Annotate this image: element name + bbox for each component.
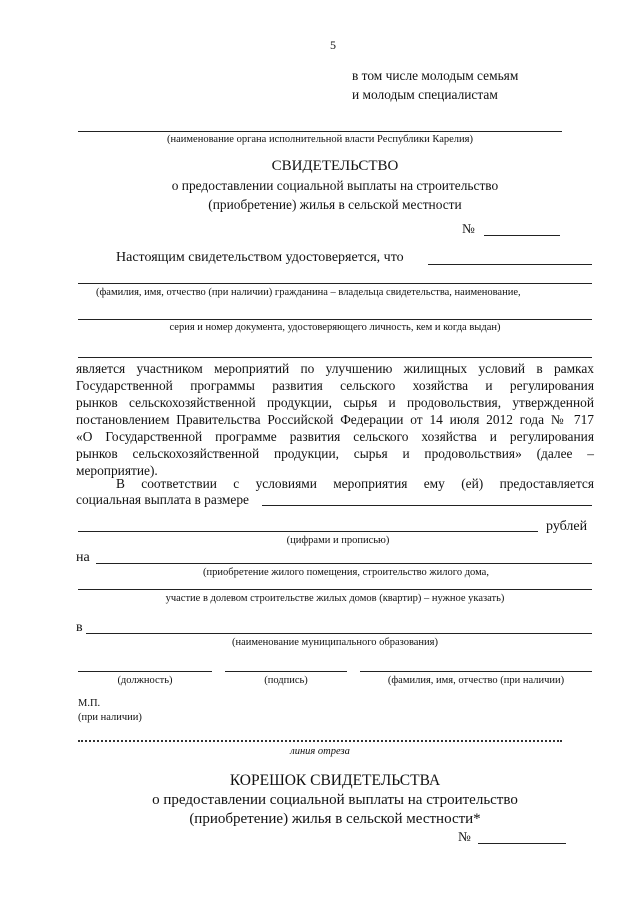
rubles-label: рублей	[546, 519, 588, 534]
holder-caption-2: серия и номер документа, удостоверяющего личность, кем и когда выдан)	[169, 322, 501, 333]
body-line-3: рынков сельскохозяйственной продукции, сырья и продовольствия, утвержденной	[76, 395, 594, 410]
stub-subtitle-2: (приобретение) жилья в сельской местности*	[189, 811, 481, 827]
amount-caption: (цифрами и прописью)	[286, 535, 390, 546]
purpose-field-line	[96, 563, 592, 564]
location-caption: (наименование муниципального образования)	[231, 637, 439, 648]
body-line-5: «О Государственной программе развития сельского хозяйства и регулирования	[76, 429, 594, 444]
holder-caption-1: (фамилия, имя, отчество (при наличии) гражданина – владельца свидетельства, наименование,	[96, 287, 521, 298]
purpose-prefix: на	[76, 550, 90, 565]
holder-extra-line	[78, 357, 592, 358]
certificate-title: СВИДЕТЕЛЬСТВО	[271, 158, 399, 174]
body-line-2: Государственной программы развития сельского хозяйства и регулирования	[76, 378, 594, 393]
position-signature-line	[78, 671, 212, 672]
stub-title: КОРЕШОК СВИДЕТЕЛЬСТВА	[229, 772, 441, 789]
certify-text: Настоящим свидетельством удостоверяется, что	[116, 250, 404, 265]
body-line-1: является участником мероприятий по улучшению жилищных условий в рамках	[76, 361, 594, 376]
location-prefix: в	[76, 620, 83, 635]
recipient-note-line-1: в том числе молодым семьям	[352, 68, 519, 83]
stub-subtitle-1: о предоставлении социальной выплаты на строительство	[152, 792, 518, 808]
number-label: №	[462, 221, 475, 236]
purpose-caption-2: участие в долевом строительстве жилых домов (квартир) – нужное указать)	[165, 593, 505, 604]
stamp-label: М.П.	[78, 698, 101, 709]
purpose-caption-1: (приобретение жилого помещения, строительство жилого дома,	[203, 567, 489, 578]
position-caption: (должность)	[117, 675, 173, 686]
recipient-note-line-2: и молодым специалистам	[352, 87, 498, 102]
body-line-7: мероприятие).	[76, 463, 158, 478]
cut-line-label: линия отреза	[290, 746, 350, 757]
certificate-subtitle-1: о предоставлении социальной выплаты на строительство	[171, 178, 499, 193]
amount-field-line	[262, 505, 592, 506]
fullname-caption: (фамилия, имя, отчество (при наличии)	[387, 675, 565, 686]
certificate-subtitle-2: (приобретение) жилья в сельской местности	[208, 197, 462, 212]
fullname-signature-line	[360, 671, 592, 672]
stub-number-label: №	[458, 829, 471, 844]
body-line-4: постановлением Правительства Российской Федерации от 14 июля 2012 года № 717	[76, 412, 594, 427]
amount-label: социальная выплата в размере	[76, 492, 249, 507]
cut-line	[78, 740, 562, 742]
holder-document-line	[78, 319, 592, 320]
stub-number-line	[478, 843, 566, 844]
authority-caption: (наименование органа исполнительной власти Республики Карелия)	[167, 134, 473, 145]
location-field-line	[86, 633, 592, 634]
signature-line	[225, 671, 347, 672]
stamp-note: (при наличии)	[78, 712, 142, 723]
holder-name-line-2	[78, 283, 592, 284]
number-field-line	[484, 235, 560, 236]
body-line-6: рынков сельскохозяйственной продукции, сырья и продовольствия» (далее –	[76, 446, 594, 461]
amount-words-line	[78, 531, 538, 532]
conditions-line: В соответствии с условиями мероприятия ему (ей) предоставляется	[116, 476, 594, 491]
purpose-field-line-2	[78, 589, 592, 590]
holder-name-line	[428, 264, 592, 265]
page-number: 5	[330, 38, 336, 52]
signature-caption: (подпись)	[264, 675, 308, 686]
authority-field-line	[78, 131, 562, 132]
